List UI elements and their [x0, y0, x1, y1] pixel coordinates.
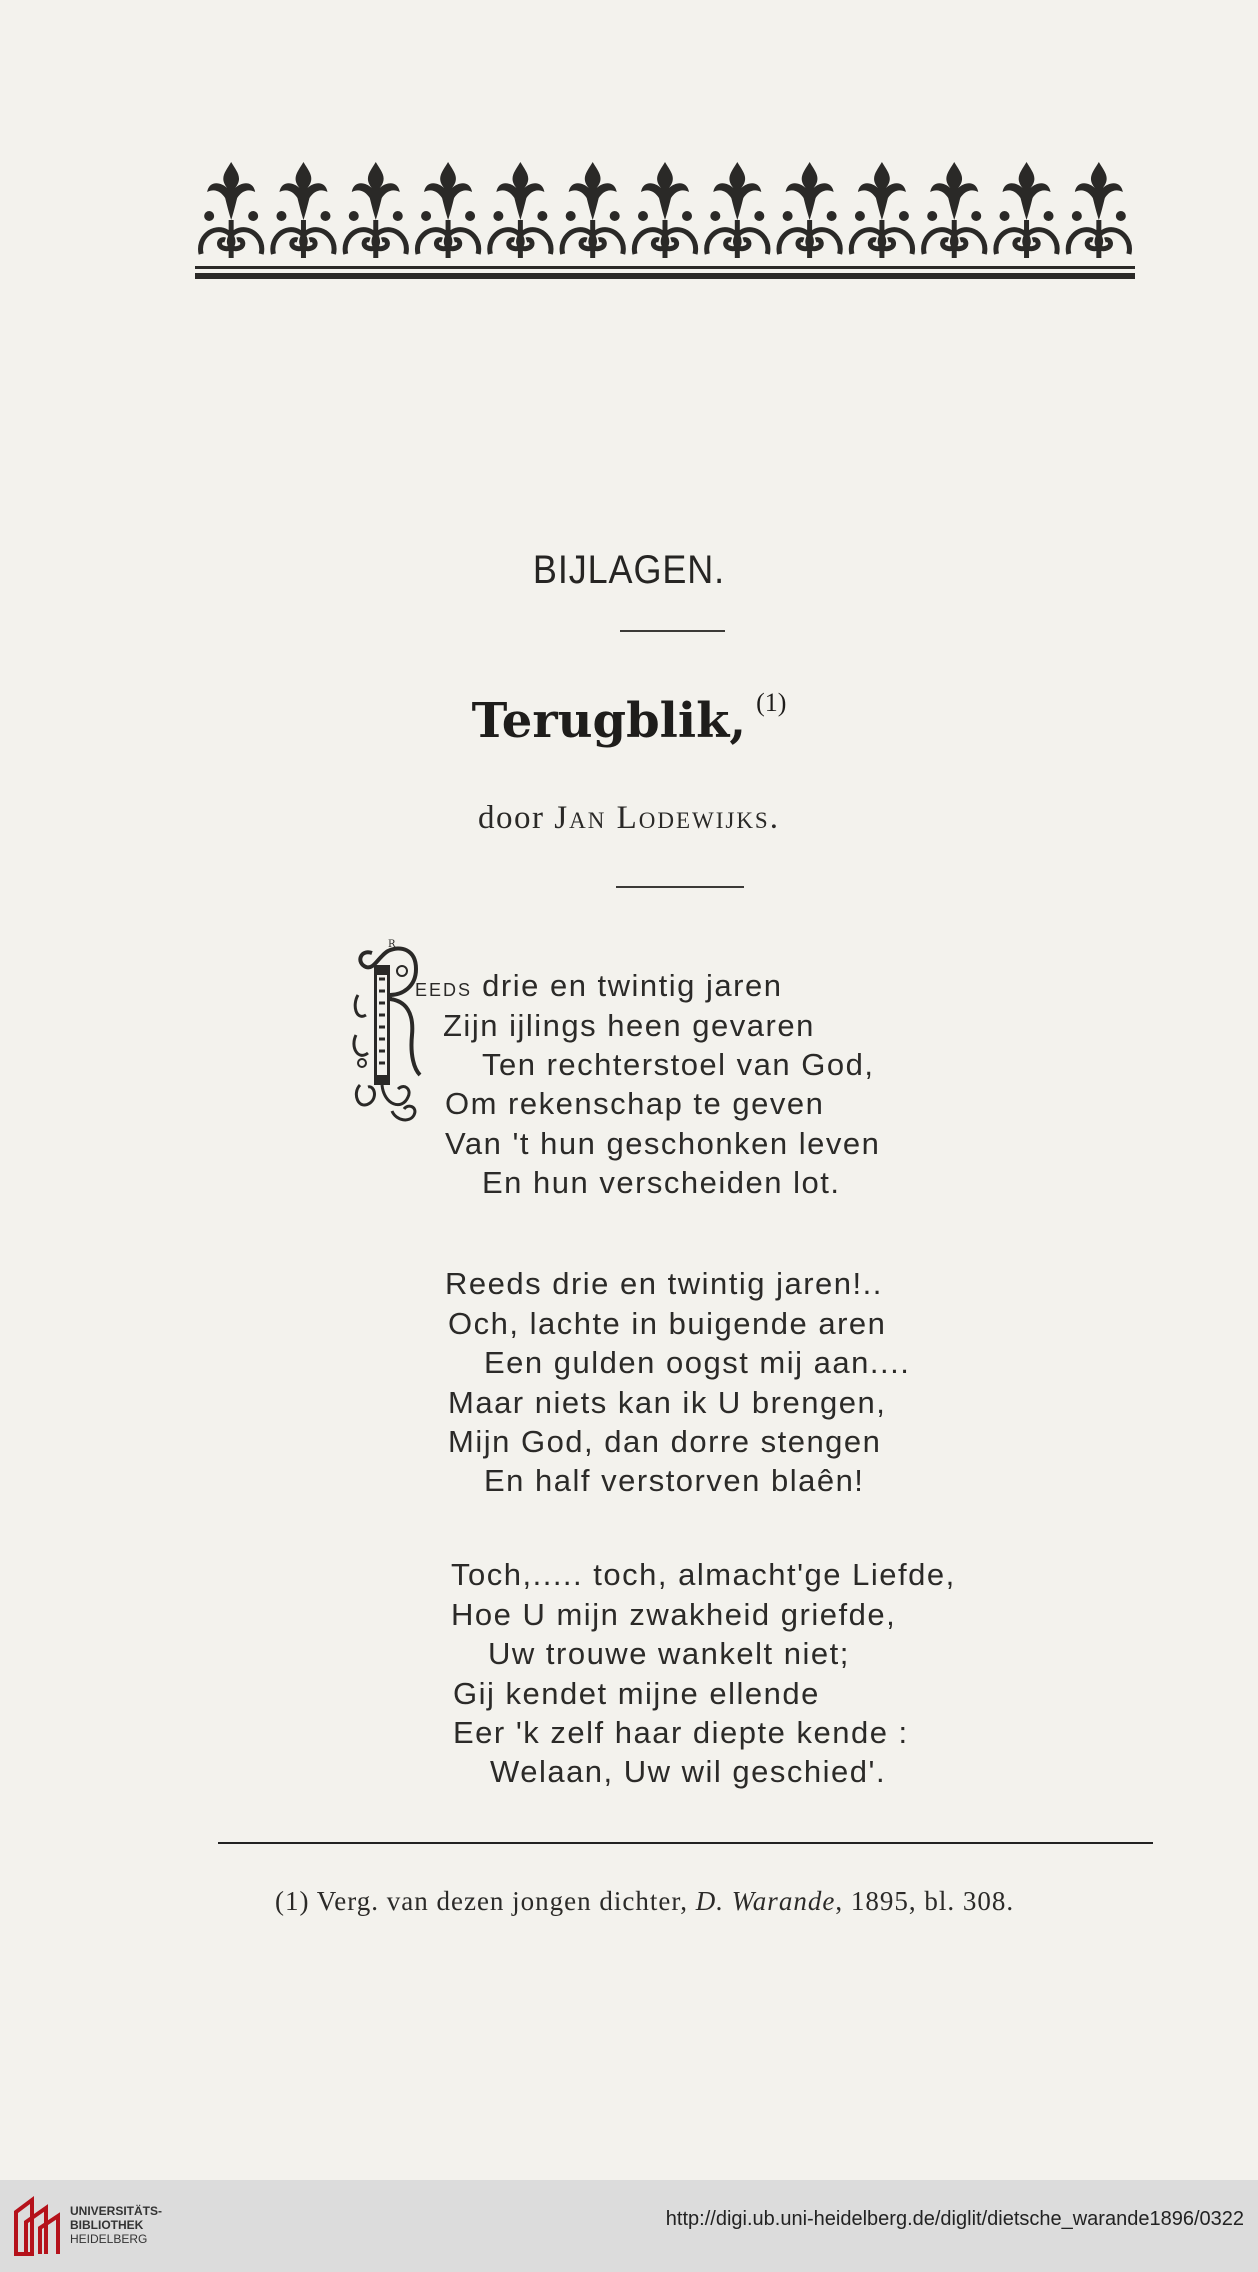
university-library-logo-icon: [12, 2194, 64, 2258]
verse-line: [415, 968, 782, 1004]
heading-rule: [620, 630, 725, 632]
fleuron-icon: [996, 162, 1057, 258]
footnote-text: Verg. van dezen jongen dichter,: [316, 1886, 689, 1916]
author-prefix: door: [478, 800, 545, 836]
verse-line: Ten rechterstoel van God,: [482, 1047, 875, 1082]
small-caps-text: eeds: [415, 972, 473, 1002]
footnote-source: D. Warande: [695, 1886, 836, 1916]
fleuron-icon: [707, 162, 768, 258]
library-footer-bar: [0, 2180, 1258, 2272]
verse-text: drie en twintig jaren: [472, 968, 783, 1003]
verse-line: Gij kendet mijne ellende: [453, 1676, 820, 1711]
footnote: [275, 1886, 1014, 1917]
fleuron-icon: [201, 162, 262, 258]
verse-line: Toch,..... toch, almacht'ge Liefde,: [451, 1557, 956, 1592]
verse-line: Van 't hun geschonken leven: [445, 1126, 881, 1161]
poem-title: [0, 688, 1258, 749]
verse-line: Een gulden oogst mij aan....: [484, 1345, 911, 1380]
footnote-marker: (1): [275, 1886, 310, 1916]
verse-line: Om rekenschap te geven: [445, 1086, 825, 1121]
verse-line: Och, lachte in buigende aren: [448, 1306, 887, 1341]
fleuron-icon: [490, 162, 551, 258]
ornamental-dropcap-r: [352, 935, 424, 1125]
decorative-header-ornament: [195, 158, 1135, 283]
fleuron-icon: [851, 162, 912, 258]
verse-line: Mijn God, dan dorre stengen: [448, 1424, 882, 1459]
verse-line: Welaan, Uw wil geschied'.: [490, 1754, 887, 1789]
author-byline: [0, 800, 1258, 837]
section-heading: BIJLAGEN.: [532, 548, 726, 592]
footnote-rule: [218, 1842, 1153, 1844]
library-name-line: UNIVERSITÄTS-: [70, 2204, 163, 2218]
fleuron-icon: [562, 162, 623, 258]
fleuron-icon: [924, 162, 985, 258]
verse-line: En half verstorven blaên!: [484, 1463, 865, 1498]
fleuron-icon: [634, 162, 695, 258]
verse-line: Eer 'k zelf haar diepte kende :: [453, 1715, 909, 1750]
library-name-line: HEIDELBERG: [70, 2232, 148, 2246]
verse-line: Hoe U mijn zwakheid griefde,: [451, 1597, 897, 1632]
footnote-citation: , 1895, bl. 308.: [835, 1886, 1015, 1916]
verse-line: Zijn ijlings heen gevaren: [443, 1008, 815, 1043]
fleuron-icon: [273, 162, 334, 258]
footnote-reference: (1): [756, 688, 787, 717]
verse-line: Reeds drie en twintig jaren!..: [445, 1266, 883, 1301]
svg-text:R: R: [388, 939, 396, 950]
fleuron-icon: [1068, 162, 1129, 258]
fleuron-icon: [345, 162, 406, 258]
verse-line: Uw trouwe wankelt niet;: [488, 1636, 850, 1671]
author-name: Jan Lodewijks.: [554, 800, 780, 836]
verse-line: Maar niets kan ik U brengen,: [448, 1385, 887, 1420]
byline-rule: [616, 886, 744, 888]
permalink-url[interactable]: http://digi.ub.uni-heidelberg.de/diglit/dietsche_warande1896/0322: [665, 2208, 1244, 2230]
poem-title-text: Terugblik,: [471, 693, 747, 749]
fleuron-icon: [779, 162, 840, 258]
library-name: [70, 2204, 162, 2246]
library-name-line: BIBLIOTHEK: [70, 2218, 144, 2232]
verse-line: En hun verscheiden lot.: [482, 1165, 841, 1200]
fleuron-icon: [417, 162, 478, 258]
